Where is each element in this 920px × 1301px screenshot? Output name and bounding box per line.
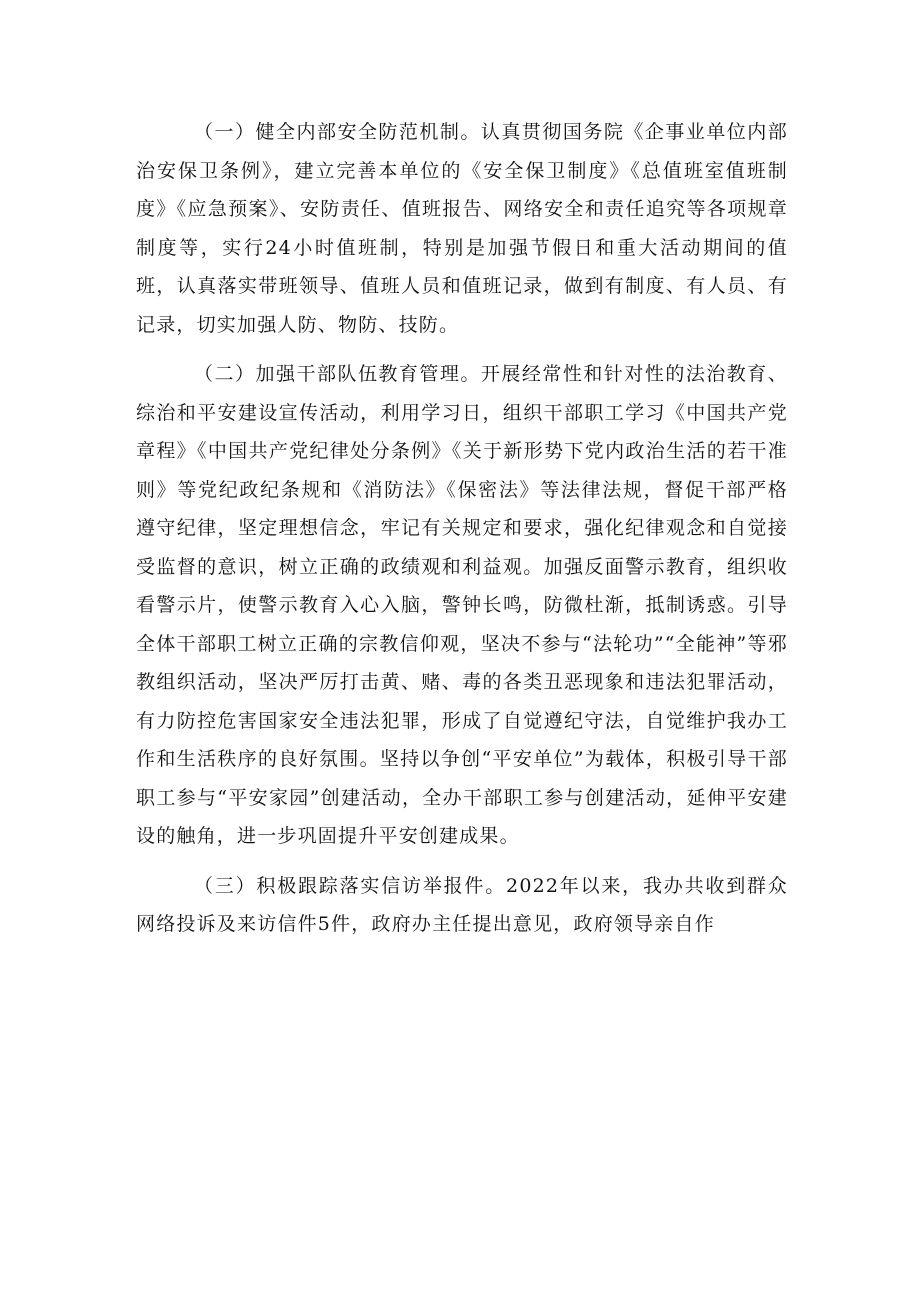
- document-body: [136, 113, 788, 955]
- paragraph-petition-follow-up: （三）积极跟踪落实信访举报件。2022年以来，我办共收到群众网络投诉及来访信件5件，政府办主任提出意见，政府领导亲自作: [136, 874, 788, 935]
- paragraph-cadre-education: （二）加强干部队伍教育管理。开展经常性和针对性的法治教育、综治和平安建设宣传活动，利用学习日，组织干部职工学习《中国共产党章程》《中国共产党纪律处分条例》《关于新形势下党内政治生活的若干准则》等党纪政纪条规和《消防法》《保密法》等法律法规，督促干部严格遵守纪律，坚定理想信念，牢记有关规定和要求，强化纪律观念和自觉接受监督的意识，树立正确的政绩观和利益观。加强反面警示教育，组织收看警示片，使警示教育入心入脑，警钟长鸣，防微杜渐，抵制诱惑。引导全体干部职工树立正确的宗教信仰观，坚决不参与“法轮功”“全能神”等邪教组织活动，坚决严厉打击黄、赌、毒的各类丑恶现象和违法犯罪活动，有力防控危害国家安全违法犯罪，形成了自觉遵纪守法，自觉维护我办工作和生活秩序的良好氛围。坚持以争创“平安单位”为载体，积极引导干部职工参与“平安家园”创建活动，全办干部职工参与创建活动，延伸平安建设的触角，进一步巩固提升平安创建成果。: [136, 363, 788, 847]
- paragraph-internal-security: （一）健全内部安全防范机制。认真贯彻国务院《企事业单位内部治安保卫条例》，建立完善本单位的《安全保卫制度》《总值班室值班制度》《应急预案》、安防责任、值班报告、网络安全和责任追究等各项规章制度等，实行24小时值班制，特别是加强节假日和重大活动期间的值班，认真落实带班领导、值班人员和值班记录，做到有制度、有人员、有记录，切实加强人防、物防、技防。: [136, 121, 788, 336]
